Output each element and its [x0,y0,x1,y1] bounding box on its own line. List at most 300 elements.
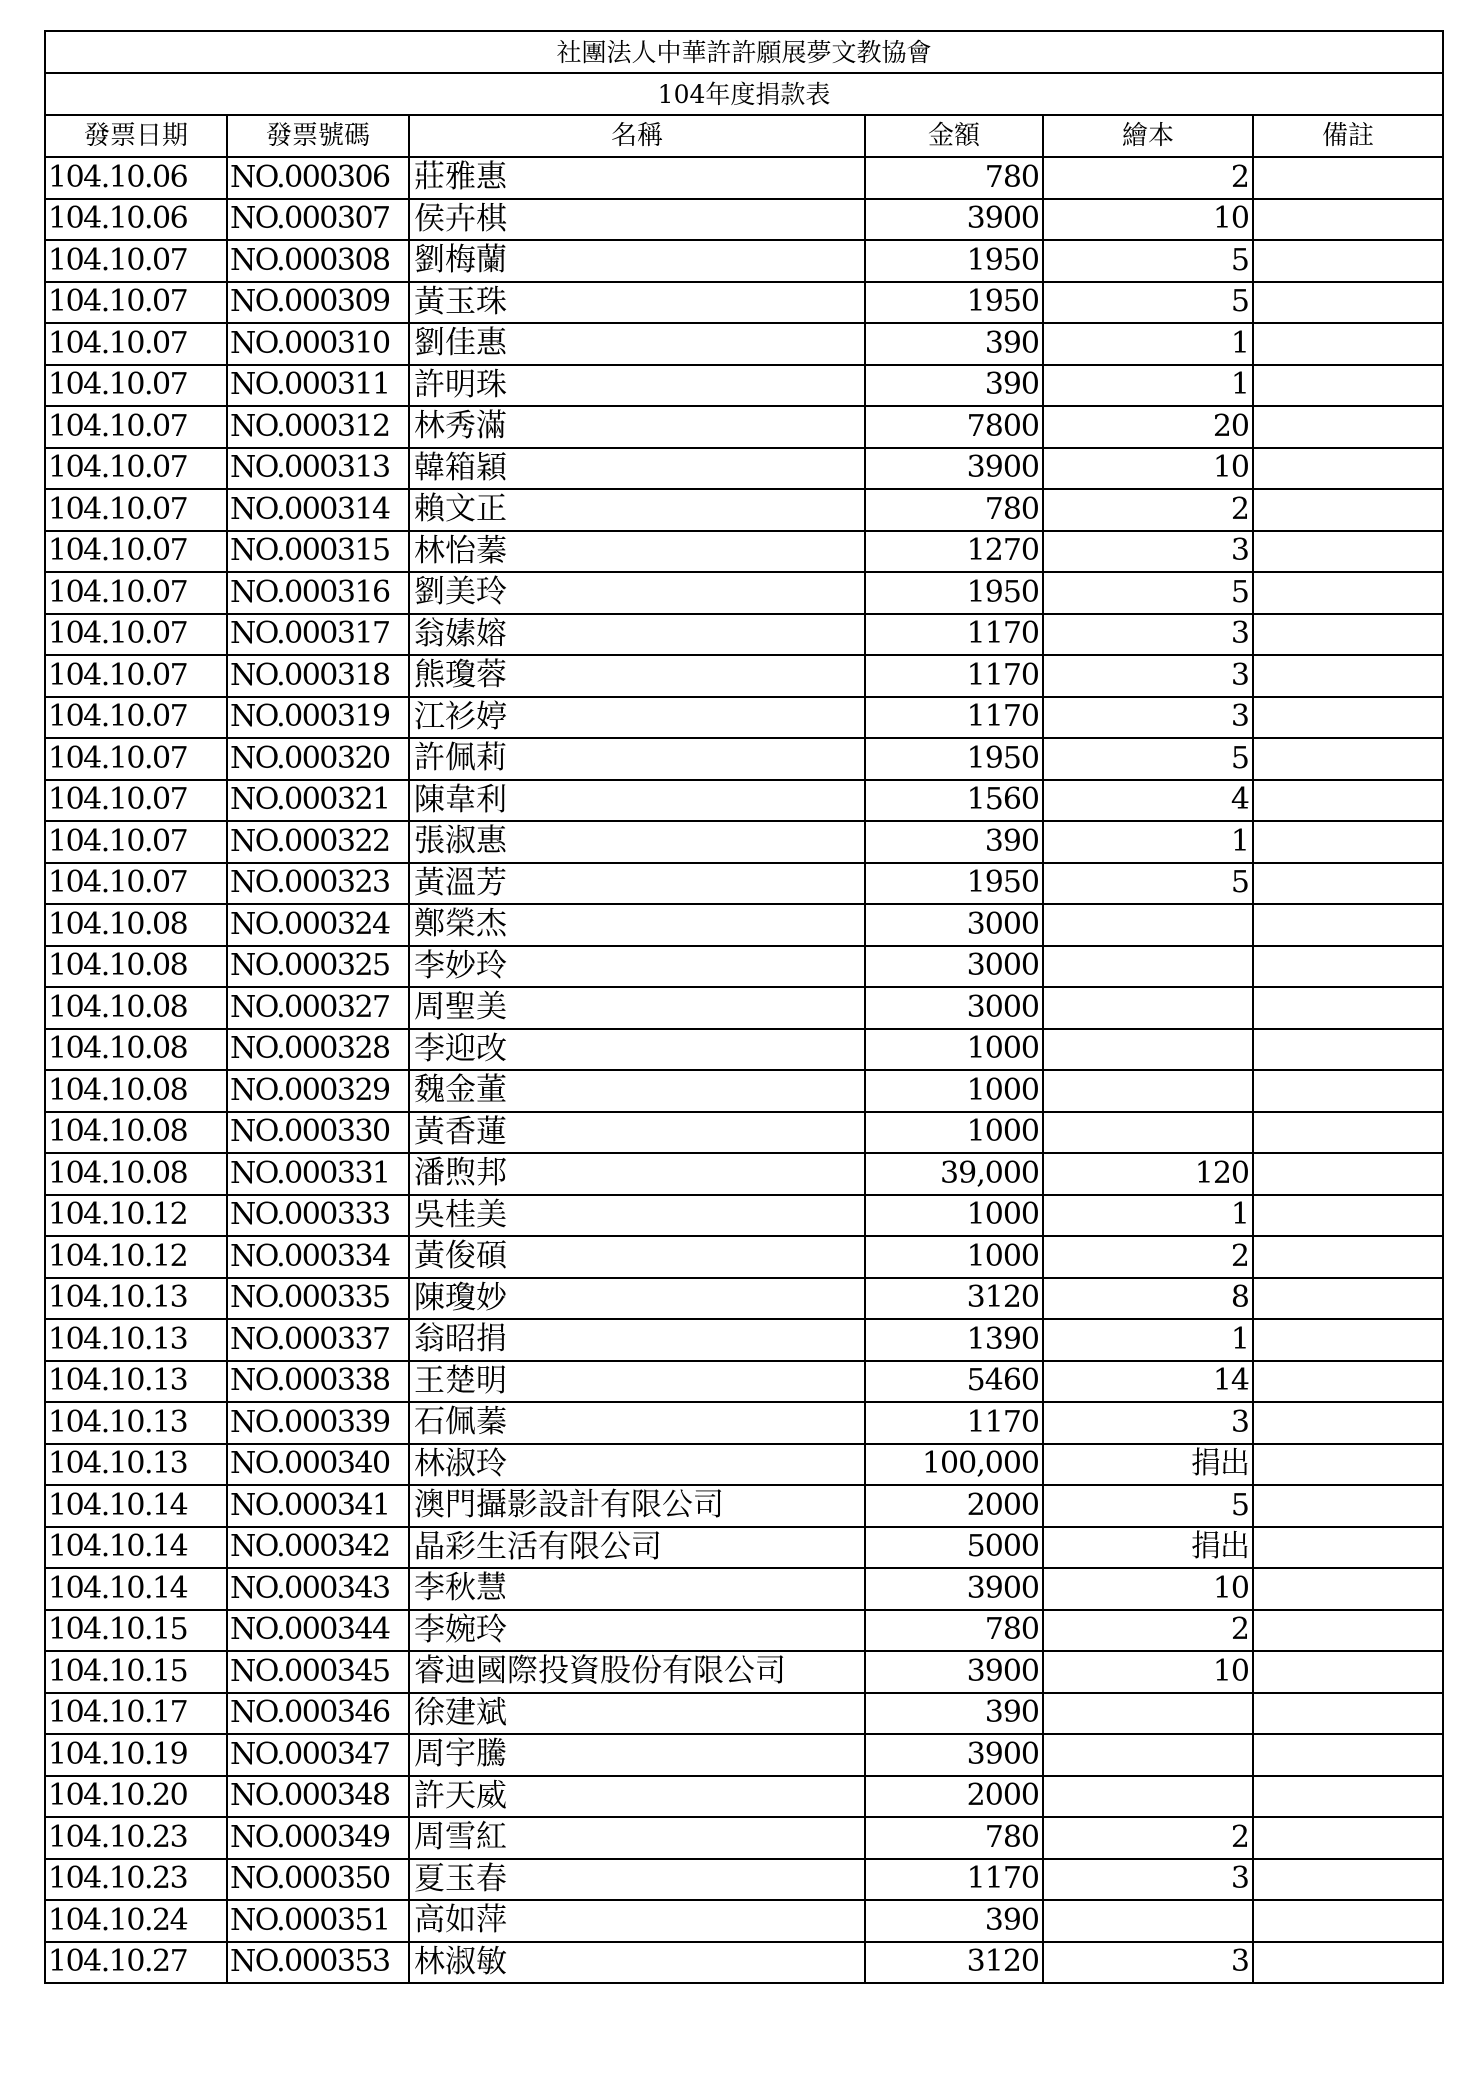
header-row [45,115,1443,157]
cell-donor-name: 魏金董 [409,1070,865,1112]
cell-picture-books: 3 [1043,697,1253,739]
cell-amount: 3900 [865,199,1043,241]
cell-picture-books: 3 [1043,531,1253,573]
table-row [45,1444,1443,1486]
cell-amount: 3000 [865,904,1043,946]
cell-donor-name: 晶彩生活有限公司 [409,1527,865,1569]
table-row [45,240,1443,282]
table-row [45,697,1443,739]
cell-amount: 390 [865,323,1043,365]
cell-picture-books: 捐出 [1043,1444,1253,1486]
table-row [45,1361,1443,1403]
table-row [45,614,1443,656]
cell-donor-name: 陳瓊妙 [409,1278,865,1320]
cell-invoice-number: NO.000343 [227,1568,409,1610]
cell-invoice-date: 104.10.20 [45,1776,227,1818]
cell-picture-books [1043,904,1253,946]
cell-note [1253,1485,1443,1527]
cell-donor-name: 許佩莉 [409,738,865,780]
cell-invoice-number: NO.000349 [227,1817,409,1859]
cell-donor-name: 黃俊碩 [409,1236,865,1278]
cell-donor-name: 林淑玲 [409,1444,865,1486]
cell-donor-name: 睿迪國際投資股份有限公司 [409,1651,865,1693]
cell-picture-books: 10 [1043,199,1253,241]
cell-donor-name: 黃玉珠 [409,282,865,324]
cell-invoice-date: 104.10.24 [45,1900,227,1942]
cell-invoice-number: NO.000323 [227,863,409,905]
cell-amount: 1270 [865,531,1043,573]
table-row [45,1195,1443,1237]
cell-invoice-date: 104.10.08 [45,904,227,946]
cell-invoice-date: 104.10.07 [45,240,227,282]
cell-invoice-number: NO.000329 [227,1070,409,1112]
cell-amount: 1170 [865,614,1043,656]
table-row [45,738,1443,780]
cell-note [1253,1153,1443,1195]
cell-invoice-date: 104.10.07 [45,697,227,739]
cell-donor-name: 吳桂美 [409,1195,865,1237]
cell-note [1253,531,1443,573]
cell-invoice-number: NO.000312 [227,406,409,448]
cell-donor-name: 劉佳惠 [409,323,865,365]
cell-invoice-number: NO.000325 [227,946,409,988]
column-header-invoice-no: 發票號碼 [227,115,409,157]
cell-donor-name: 黃香蓮 [409,1112,865,1154]
cell-invoice-number: NO.000350 [227,1859,409,1901]
cell-invoice-date: 104.10.07 [45,780,227,822]
cell-amount: 1000 [865,1070,1043,1112]
cell-invoice-number: NO.000308 [227,240,409,282]
cell-invoice-number: NO.000334 [227,1236,409,1278]
cell-donor-name: 王楚明 [409,1361,865,1403]
cell-amount: 1390 [865,1319,1043,1361]
cell-picture-books: 14 [1043,1361,1253,1403]
table-row [45,1817,1443,1859]
cell-invoice-date: 104.10.27 [45,1942,227,1984]
cell-donor-name: 李秋慧 [409,1568,865,1610]
cell-amount: 39,000 [865,1153,1043,1195]
cell-picture-books: 2 [1043,1236,1253,1278]
cell-amount: 3900 [865,1568,1043,1610]
cell-note [1253,697,1443,739]
column-header-books: 繪本 [1043,115,1253,157]
cell-amount: 3900 [865,1651,1043,1693]
table-row [45,1651,1443,1693]
cell-invoice-number: NO.000316 [227,572,409,614]
cell-note [1253,1651,1443,1693]
cell-invoice-date: 104.10.08 [45,987,227,1029]
cell-donor-name: 林怡蓁 [409,531,865,573]
cell-donor-name: 翁嫊嫆 [409,614,865,656]
cell-amount: 780 [865,157,1043,199]
table-row [45,863,1443,905]
cell-note [1253,821,1443,863]
cell-picture-books [1043,1693,1253,1735]
cell-invoice-number: NO.000351 [227,1900,409,1942]
table-row [45,1153,1443,1195]
cell-picture-books: 10 [1043,1651,1253,1693]
cell-invoice-date: 104.10.06 [45,157,227,199]
cell-invoice-date: 104.10.13 [45,1319,227,1361]
cell-invoice-number: NO.000339 [227,1402,409,1444]
table-row [45,572,1443,614]
cell-picture-books: 3 [1043,655,1253,697]
cell-amount: 390 [865,821,1043,863]
cell-amount: 3000 [865,946,1043,988]
cell-donor-name: 澳門攝影設計有限公司 [409,1485,865,1527]
cell-invoice-date: 104.10.12 [45,1195,227,1237]
cell-donor-name: 徐建斌 [409,1693,865,1735]
cell-note [1253,1817,1443,1859]
cell-invoice-date: 104.10.14 [45,1568,227,1610]
cell-amount: 1170 [865,697,1043,739]
table-row [45,821,1443,863]
cell-amount: 3900 [865,448,1043,490]
cell-invoice-date: 104.10.07 [45,406,227,448]
table-row [45,1236,1443,1278]
table-row [45,448,1443,490]
cell-invoice-date: 104.10.07 [45,448,227,490]
cell-donor-name: 黃溫芳 [409,863,865,905]
cell-invoice-number: NO.000342 [227,1527,409,1569]
cell-invoice-number: NO.000338 [227,1361,409,1403]
cell-invoice-date: 104.10.07 [45,572,227,614]
cell-picture-books: 5 [1043,1485,1253,1527]
cell-invoice-number: NO.000310 [227,323,409,365]
cell-donor-name: 熊瓊蓉 [409,655,865,697]
table-row [45,1029,1443,1071]
cell-invoice-date: 104.10.08 [45,1029,227,1071]
cell-amount: 1950 [865,572,1043,614]
cell-picture-books [1043,1112,1253,1154]
cell-note [1253,987,1443,1029]
cell-note [1253,1070,1443,1112]
cell-note [1253,489,1443,531]
cell-invoice-number: NO.000333 [227,1195,409,1237]
cell-picture-books [1043,1070,1253,1112]
cell-note [1253,448,1443,490]
table-row [45,282,1443,324]
cell-invoice-date: 104.10.07 [45,821,227,863]
table-row [45,1942,1443,1984]
cell-picture-books: 1 [1043,821,1253,863]
cell-picture-books: 2 [1043,489,1253,531]
cell-donor-name: 翁昭捐 [409,1319,865,1361]
cell-invoice-number: NO.000318 [227,655,409,697]
table-row [45,655,1443,697]
cell-picture-books: 120 [1043,1153,1253,1195]
cell-picture-books [1043,1900,1253,1942]
cell-invoice-number: NO.000311 [227,365,409,407]
cell-amount: 1170 [865,1859,1043,1901]
cell-invoice-date: 104.10.14 [45,1527,227,1569]
cell-invoice-number: NO.000337 [227,1319,409,1361]
cell-amount: 1000 [865,1195,1043,1237]
cell-picture-books: 捐出 [1043,1527,1253,1569]
cell-invoice-date: 104.10.17 [45,1693,227,1735]
cell-invoice-date: 104.10.07 [45,365,227,407]
cell-invoice-number: NO.000314 [227,489,409,531]
document-title: 社團法人中華許許願展夢文教協會 [45,31,1443,73]
cell-picture-books: 4 [1043,780,1253,822]
cell-donor-name: 林秀滿 [409,406,865,448]
cell-invoice-number: NO.000321 [227,780,409,822]
cell-picture-books: 2 [1043,1817,1253,1859]
cell-invoice-number: NO.000331 [227,1153,409,1195]
cell-note [1253,1942,1443,1984]
cell-invoice-number: NO.000341 [227,1485,409,1527]
cell-donor-name: 賴文正 [409,489,865,531]
cell-invoice-date: 104.10.13 [45,1444,227,1486]
cell-amount: 5460 [865,1361,1043,1403]
cell-note [1253,1527,1443,1569]
cell-amount: 1000 [865,1112,1043,1154]
cell-picture-books: 20 [1043,406,1253,448]
cell-picture-books: 3 [1043,614,1253,656]
table-row [45,1485,1443,1527]
table-row [45,1734,1443,1776]
cell-invoice-number: NO.000307 [227,199,409,241]
cell-invoice-number: NO.000330 [227,1112,409,1154]
cell-invoice-number: NO.000328 [227,1029,409,1071]
cell-donor-name: 周聖美 [409,987,865,1029]
cell-donor-name: 劉美玲 [409,572,865,614]
cell-amount: 780 [865,1817,1043,1859]
cell-invoice-date: 104.10.07 [45,531,227,573]
cell-donor-name: 江衫婷 [409,697,865,739]
cell-note [1253,323,1443,365]
table-row [45,1693,1443,1735]
cell-note [1253,614,1443,656]
table-row [45,1610,1443,1652]
column-header-date: 發票日期 [45,115,227,157]
cell-picture-books: 10 [1043,1568,1253,1610]
cell-note [1253,904,1443,946]
cell-picture-books: 10 [1043,448,1253,490]
cell-invoice-number: NO.000344 [227,1610,409,1652]
cell-note [1253,1319,1443,1361]
cell-note [1253,199,1443,241]
cell-donor-name: 夏玉春 [409,1859,865,1901]
cell-invoice-number: NO.000306 [227,157,409,199]
cell-invoice-date: 104.10.08 [45,1070,227,1112]
cell-picture-books: 5 [1043,738,1253,780]
cell-picture-books: 8 [1043,1278,1253,1320]
cell-amount: 1170 [865,1402,1043,1444]
cell-invoice-date: 104.10.08 [45,1153,227,1195]
cell-amount: 780 [865,1610,1043,1652]
cell-note [1253,738,1443,780]
cell-invoice-number: NO.000335 [227,1278,409,1320]
cell-note [1253,1568,1443,1610]
cell-amount: 1950 [865,240,1043,282]
cell-amount: 3120 [865,1942,1043,1984]
cell-donor-name: 劉梅蘭 [409,240,865,282]
cell-note [1253,1444,1443,1486]
cell-invoice-date: 104.10.19 [45,1734,227,1776]
cell-invoice-number: NO.000313 [227,448,409,490]
table-row [45,1859,1443,1901]
cell-invoice-date: 104.10.12 [45,1236,227,1278]
cell-note [1253,282,1443,324]
cell-amount: 2000 [865,1776,1043,1818]
table-row [45,406,1443,448]
cell-invoice-date: 104.10.08 [45,1112,227,1154]
cell-invoice-number: NO.000348 [227,1776,409,1818]
table-subtitle: 104年度捐款表 [45,73,1443,115]
cell-invoice-date: 104.10.13 [45,1278,227,1320]
cell-invoice-date: 104.10.13 [45,1402,227,1444]
cell-picture-books: 1 [1043,1319,1253,1361]
cell-amount: 100,000 [865,1444,1043,1486]
table-row [45,365,1443,407]
cell-invoice-date: 104.10.14 [45,1485,227,1527]
column-header-amount: 金額 [865,115,1043,157]
cell-note [1253,406,1443,448]
cell-invoice-date: 104.10.13 [45,1361,227,1403]
donation-table [44,30,1444,1984]
cell-note [1253,863,1443,905]
cell-invoice-number: NO.000320 [227,738,409,780]
table-row [45,946,1443,988]
cell-amount: 3000 [865,987,1043,1029]
cell-invoice-date: 104.10.23 [45,1817,227,1859]
cell-donor-name: 侯卉棋 [409,199,865,241]
cell-invoice-date: 104.10.07 [45,863,227,905]
cell-invoice-number: NO.000322 [227,821,409,863]
cell-amount: 2000 [865,1485,1043,1527]
cell-note [1253,1610,1443,1652]
cell-amount: 1950 [865,738,1043,780]
cell-invoice-date: 104.10.23 [45,1859,227,1901]
cell-picture-books [1043,1734,1253,1776]
cell-picture-books: 3 [1043,1859,1253,1901]
cell-donor-name: 潘煦邦 [409,1153,865,1195]
cell-invoice-number: NO.000345 [227,1651,409,1693]
cell-amount: 5000 [865,1527,1043,1569]
cell-invoice-number: NO.000340 [227,1444,409,1486]
cell-note [1253,1278,1443,1320]
cell-picture-books: 2 [1043,1610,1253,1652]
table-row [45,1319,1443,1361]
column-header-name: 名稱 [409,115,865,157]
cell-invoice-date: 104.10.07 [45,738,227,780]
table-row [45,1776,1443,1818]
cell-note [1253,1734,1443,1776]
cell-picture-books: 3 [1043,1402,1253,1444]
cell-amount: 1000 [865,1236,1043,1278]
cell-donor-name: 李迎改 [409,1029,865,1071]
cell-invoice-date: 104.10.08 [45,946,227,988]
cell-donor-name: 周雪紅 [409,1817,865,1859]
cell-invoice-number: NO.000347 [227,1734,409,1776]
cell-invoice-date: 104.10.07 [45,323,227,365]
table-row [45,987,1443,1029]
cell-donor-name: 陳韋利 [409,780,865,822]
cell-invoice-number: NO.000319 [227,697,409,739]
cell-donor-name: 張淑惠 [409,821,865,863]
cell-note [1253,1236,1443,1278]
cell-donor-name: 高如萍 [409,1900,865,1942]
table-row [45,531,1443,573]
cell-donor-name: 石佩蓁 [409,1402,865,1444]
cell-picture-books: 3 [1043,1942,1253,1984]
table-row [45,323,1443,365]
cell-donor-name: 鄭榮杰 [409,904,865,946]
cell-amount: 390 [865,1693,1043,1735]
table-row [45,780,1443,822]
cell-picture-books [1043,987,1253,1029]
table-row [45,1900,1443,1942]
cell-amount: 1950 [865,282,1043,324]
cell-note [1253,1900,1443,1942]
cell-invoice-date: 104.10.06 [45,199,227,241]
cell-invoice-number: NO.000317 [227,614,409,656]
cell-invoice-date: 104.10.07 [45,655,227,697]
cell-note [1253,946,1443,988]
cell-picture-books [1043,1029,1253,1071]
cell-note [1253,1402,1443,1444]
cell-note [1253,1693,1443,1735]
table-row [45,1568,1443,1610]
cell-donor-name: 李妙玲 [409,946,865,988]
column-header-note: 備註 [1253,115,1443,157]
table-row [45,1070,1443,1112]
cell-note [1253,365,1443,407]
cell-note [1253,1029,1443,1071]
table-row [45,904,1443,946]
cell-invoice-date: 104.10.07 [45,489,227,531]
cell-note [1253,1776,1443,1818]
cell-invoice-date: 104.10.07 [45,614,227,656]
cell-invoice-date: 104.10.15 [45,1651,227,1693]
cell-picture-books: 5 [1043,863,1253,905]
cell-amount: 1000 [865,1029,1043,1071]
cell-amount: 1170 [865,655,1043,697]
cell-invoice-number: NO.000353 [227,1942,409,1984]
cell-amount: 390 [865,365,1043,407]
cell-invoice-number: NO.000327 [227,987,409,1029]
table-row [45,489,1443,531]
cell-picture-books: 5 [1043,572,1253,614]
cell-amount: 1950 [865,863,1043,905]
table-row [45,199,1443,241]
cell-amount: 1560 [865,780,1043,822]
cell-invoice-date: 104.10.15 [45,1610,227,1652]
cell-picture-books [1043,1776,1253,1818]
cell-amount: 3120 [865,1278,1043,1320]
cell-picture-books: 5 [1043,240,1253,282]
table-row [45,1402,1443,1444]
cell-picture-books: 1 [1043,323,1253,365]
table-row [45,157,1443,199]
cell-amount: 390 [865,1900,1043,1942]
cell-picture-books: 1 [1043,1195,1253,1237]
cell-amount: 3900 [865,1734,1043,1776]
cell-donor-name: 許天威 [409,1776,865,1818]
cell-invoice-number: NO.000346 [227,1693,409,1735]
cell-amount: 7800 [865,406,1043,448]
table-row [45,1527,1443,1569]
cell-picture-books: 1 [1043,365,1253,407]
cell-picture-books: 5 [1043,282,1253,324]
cell-donor-name: 莊雅惠 [409,157,865,199]
cell-note [1253,1112,1443,1154]
cell-donor-name: 許明珠 [409,365,865,407]
table-row [45,1278,1443,1320]
cell-donor-name: 林淑敏 [409,1942,865,1984]
cell-donor-name: 李婉玲 [409,1610,865,1652]
